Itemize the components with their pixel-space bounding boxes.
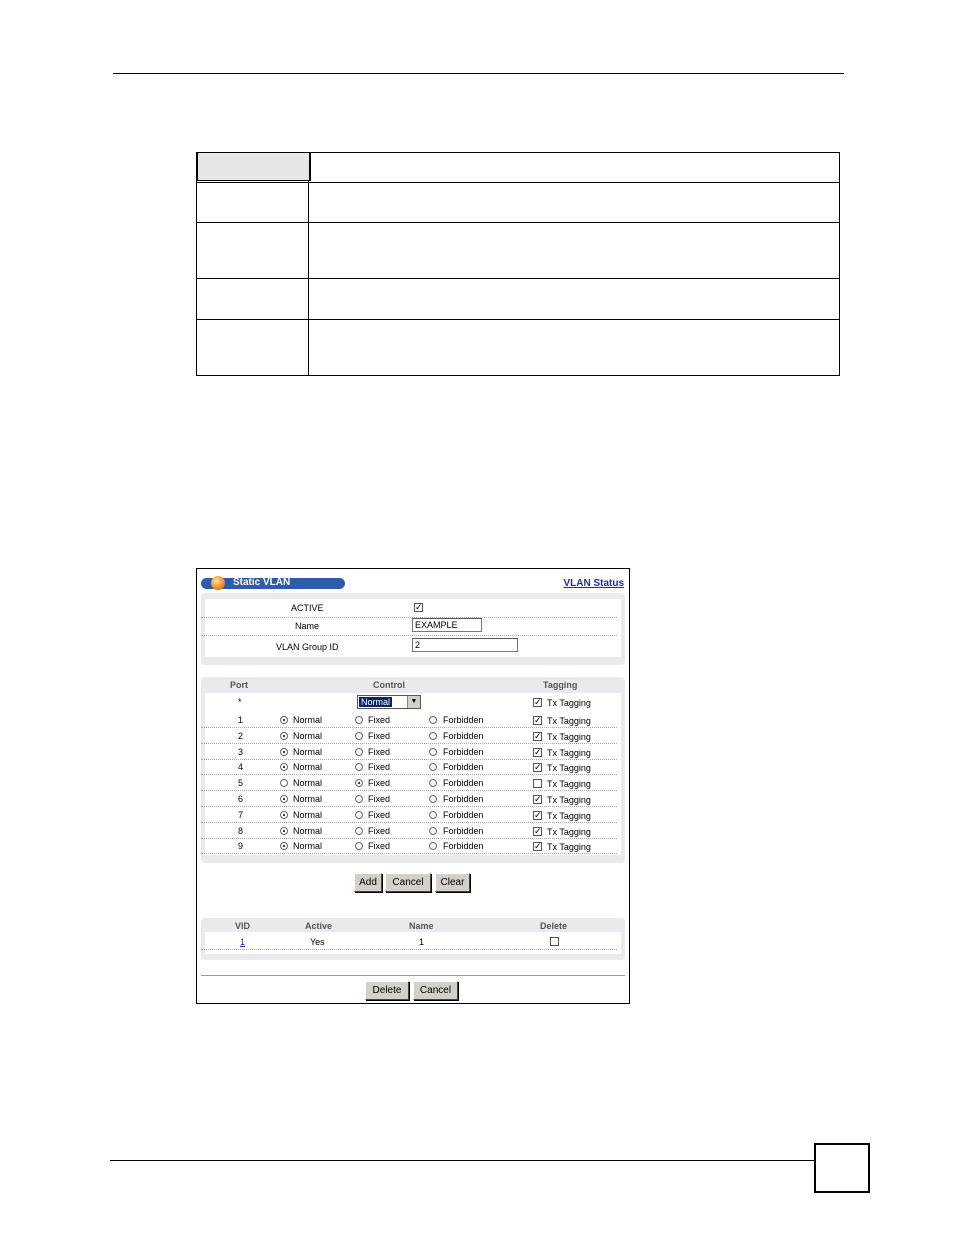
tx-tagging-checkbox[interactable]: ✓ <box>534 746 542 757</box>
delete-checkbox[interactable] <box>550 937 559 946</box>
control-radio-fixed[interactable] <box>355 732 363 740</box>
control-label-normal: Normal <box>293 825 323 836</box>
control-label-normal: Normal <box>293 794 323 804</box>
chevron-down-icon: ▼ <box>407 696 420 708</box>
control-label-forbidden: Forbidden <box>443 825 484 836</box>
port-number: 6 <box>238 794 244 804</box>
clear-button[interactable]: Clear <box>435 873 470 892</box>
tx-tagging-checkbox[interactable]: ✓ <box>534 809 542 820</box>
port-number: 3 <box>238 746 244 757</box>
control-label-forbidden: Forbidden <box>443 746 484 757</box>
table-row <box>197 223 840 279</box>
control-label-fixed: Fixed <box>368 825 391 836</box>
control-radio-forbidden[interactable] <box>429 811 437 819</box>
field-description-table <box>196 152 840 376</box>
control-header: Control <box>373 680 405 690</box>
control-radio-normal[interactable] <box>280 732 288 740</box>
control-label-fixed: Fixed <box>368 762 391 773</box>
port-header: Port <box>230 680 248 690</box>
control-label-normal: Normal <box>293 715 323 725</box>
tx-tagging-checkbox[interactable]: ✓ <box>534 825 542 836</box>
vlan-active-value: Yes <box>310 937 325 947</box>
page-number-box <box>814 1143 870 1193</box>
active-label: ACTIVE <box>291 603 324 613</box>
control-label-forbidden: Forbidden <box>443 794 484 804</box>
control-dropdown[interactable]: Normal ▼ <box>357 695 421 709</box>
header-rule <box>113 73 844 74</box>
control-radio-normal[interactable] <box>280 716 288 724</box>
control-label-normal: Normal <box>293 841 323 852</box>
all-ports-marker: * <box>238 697 242 707</box>
control-radio-forbidden[interactable] <box>429 748 437 756</box>
control-radio-fixed[interactable] <box>355 827 363 835</box>
control-radio-fixed[interactable] <box>355 811 363 819</box>
control-label-fixed: Fixed <box>368 841 391 852</box>
control-label-forbidden: Forbidden <box>443 841 484 852</box>
control-label-normal: Normal <box>293 778 323 789</box>
control-label-fixed: Fixed <box>368 794 391 804</box>
control-radio-fixed[interactable] <box>355 716 363 724</box>
table-row <box>197 279 840 320</box>
control-label-normal: Normal <box>293 746 323 757</box>
vlan-status-link[interactable]: VLAN Status <box>563 578 624 589</box>
port-number: 9 <box>238 841 244 852</box>
active-header: Active <box>305 921 333 931</box>
control-radio-forbidden[interactable] <box>429 827 437 835</box>
vid-header: VID <box>235 921 251 931</box>
control-label-normal: Normal <box>293 730 323 741</box>
port-number: 1 <box>238 715 244 725</box>
bottom-cancel-button[interactable]: Cancel <box>413 981 458 1000</box>
control-label-forbidden: Forbidden <box>443 715 484 725</box>
control-radio-normal[interactable] <box>280 811 288 819</box>
all-tx-tagging-checkbox[interactable]: ✓ <box>534 697 542 707</box>
name-field[interactable]: EXAMPLE <box>412 618 482 632</box>
vlan-name-value: 1 <box>419 937 425 947</box>
control-label-fixed: Fixed <box>368 746 391 757</box>
control-label-forbidden: Forbidden <box>443 809 484 820</box>
tx-tagging-label: Tx Tagging <box>547 716 591 726</box>
tx-tagging-label: Tx Tagging <box>547 731 591 742</box>
active-checkbox[interactable]: ✓ <box>415 602 423 612</box>
group-id-field[interactable]: 2 <box>412 638 518 652</box>
tx-tagging-checkbox[interactable]: ✓ <box>534 841 542 852</box>
tx-tagging-checkbox[interactable]: ✓ <box>534 762 542 773</box>
port-number: 2 <box>238 730 244 741</box>
control-radio-normal[interactable] <box>280 795 288 803</box>
port-number: 8 <box>238 825 244 836</box>
control-label-forbidden: Forbidden <box>443 762 484 773</box>
control-radio-forbidden[interactable] <box>429 732 437 740</box>
control-label-forbidden: Forbidden <box>443 730 484 741</box>
control-label-fixed: Fixed <box>368 730 391 741</box>
tx-tagging-label: Tx Tagging <box>547 842 591 853</box>
tagging-header: Tagging <box>543 680 578 690</box>
port-number: 5 <box>238 778 244 789</box>
name-label: Name <box>295 621 320 631</box>
control-label-fixed: Fixed <box>368 778 391 789</box>
table-header-row <box>197 152 311 181</box>
control-label-fixed: Fixed <box>368 809 391 820</box>
all-tx-tagging-label: Tx Tagging <box>547 698 591 708</box>
tx-tagging-label: Tx Tagging <box>547 810 591 821</box>
control-radio-normal[interactable] <box>280 827 288 835</box>
control-label-normal: Normal <box>293 762 323 773</box>
tx-tagging-checkbox[interactable]: ✓ <box>534 730 542 741</box>
table-row <box>197 183 840 223</box>
orb-icon <box>211 576 225 590</box>
control-label-fixed: Fixed <box>368 715 391 725</box>
tx-tagging-checkbox[interactable] <box>533 779 542 788</box>
control-label-normal: Normal <box>293 809 323 820</box>
control-radio-fixed[interactable] <box>355 748 363 756</box>
vid-link[interactable]: 1 <box>240 937 246 947</box>
delete-button[interactable]: Delete <box>365 981 409 1000</box>
cancel-button[interactable]: Cancel <box>385 873 431 892</box>
tx-tagging-label: Tx Tagging <box>547 826 591 837</box>
tx-tagging-label: Tx Tagging <box>547 763 591 774</box>
footer-rule <box>110 1160 815 1161</box>
screen-title: Static VLAN <box>233 577 291 588</box>
port-number: 7 <box>238 809 244 820</box>
control-radio-fixed[interactable] <box>355 795 363 803</box>
control-radio-normal[interactable] <box>280 748 288 756</box>
tx-tagging-checkbox[interactable]: ✓ <box>534 794 542 804</box>
control-radio-forbidden[interactable] <box>429 716 437 724</box>
tx-tagging-label: Tx Tagging <box>547 747 591 758</box>
name-header: Name <box>409 921 434 931</box>
add-button[interactable]: Add <box>354 873 382 892</box>
group-id-label: VLAN Group ID <box>276 642 339 652</box>
tx-tagging-checkbox[interactable]: ✓ <box>534 715 542 725</box>
delete-header: Delete <box>540 921 568 931</box>
tx-tagging-label: Tx Tagging <box>547 779 591 790</box>
tx-tagging-label: Tx Tagging <box>547 795 591 805</box>
control-label-forbidden: Forbidden <box>443 778 484 789</box>
port-number: 4 <box>238 762 244 773</box>
static-vlan-screenshot <box>196 568 630 1004</box>
control-radio-forbidden[interactable] <box>429 795 437 803</box>
table-row <box>197 320 840 376</box>
